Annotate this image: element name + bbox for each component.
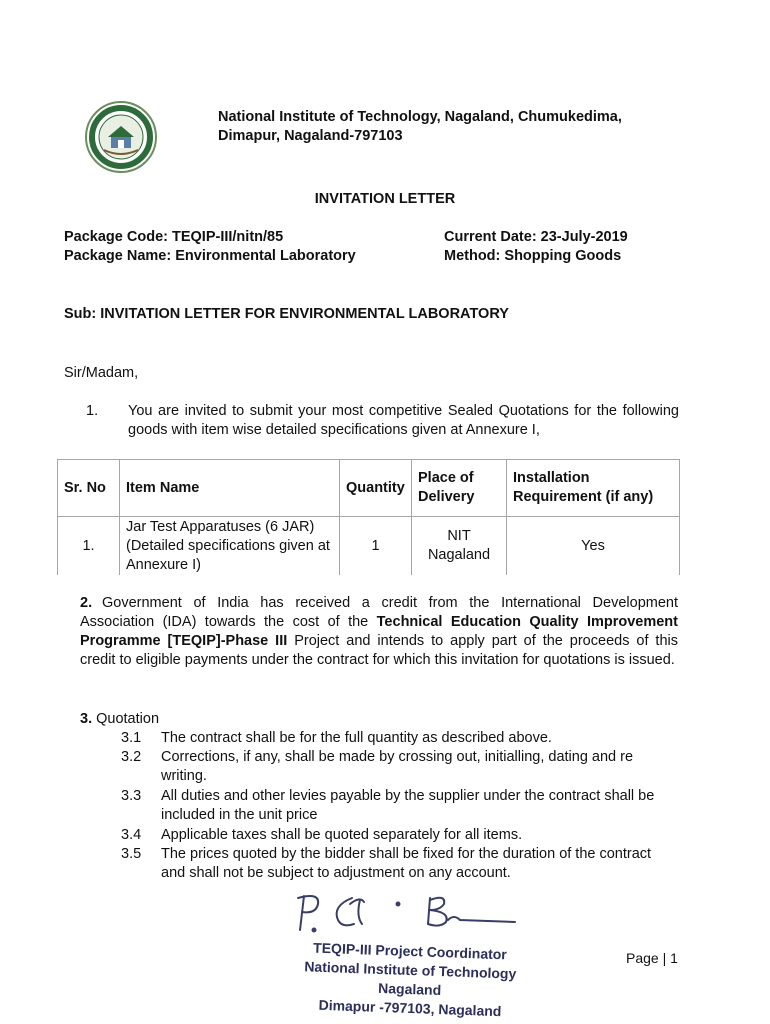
cell-item-name: Jar Test Apparatuses (6 JAR) (Detailed specifications given at Annexure I) [120,517,340,576]
clause-text: The prices quoted by the bidder shall be fixed for the duration of the contract and shall not be subject to adjustment on any account. [161,846,652,881]
clause-number: 3.5 [121,846,142,862]
para3-heading [80,710,159,729]
header-item-name: Item Name [120,460,340,517]
package-name: Package Name: Environmental Laboratory [64,248,356,264]
table-row [58,517,680,576]
cell-sr-no: 1. [58,517,120,576]
clause-number: 3.1 [121,730,142,746]
para1-number: 1. [86,403,99,419]
para2-text-before: Government of India has received a credit from the International Development Association (IDA) towards the cost of the [80,595,678,630]
table-header-row [58,460,680,517]
clause-number: 3.4 [121,827,142,843]
letterhead [218,108,698,146]
cell-quantity: 1 [340,517,412,576]
page-number: Page | 1 [626,950,678,966]
para2 [80,594,678,670]
institute-logo [84,100,158,174]
stamp-address: Dimapur -797103, Nagaland [318,996,502,1020]
institute-name: National Institute of Technology, Nagaland, Chumukedima, [218,109,622,125]
clause-number: 3.2 [121,749,142,765]
current-date: Current Date: 23-July-2019 [444,229,628,245]
salutation: Sir/Madam, [64,365,139,381]
letter-title: INVITATION LETTER [314,191,456,207]
handwritten-signature [290,890,520,940]
institute-address: Dimapur, Nagaland-797103 [218,128,403,144]
header-sr-no: Sr. No [58,460,120,517]
clause-text: All duties and other levies payable by the supplier under the contract shall be included in the unit price [161,788,655,823]
header-installation: Installation Requirement (if any) [507,460,680,517]
cell-installation: Yes [507,517,680,576]
cell-place: NIT Nagaland [412,517,507,576]
subject-line: Sub: INVITATION LETTER FOR ENVIRONMENTAL LABORATORY [64,306,509,322]
para2-number: 2. [80,595,93,611]
items-table [57,459,680,575]
official-stamp [280,939,540,1020]
package-info-left [64,228,356,266]
package-info-right [444,228,628,266]
header-quantity: Quantity [340,460,412,517]
clause-number: 3.3 [121,788,142,804]
stamp-designation: TEQIP-III Project Coordinator [312,939,508,963]
package-code: Package Code: TEQIP-III/nitn/85 [64,229,284,245]
clause-text: Corrections, if any, shall be made by crossing out, initialling, dating and re writing. [161,749,634,784]
header-place-of-delivery: Place of Delivery [412,460,507,517]
clause-text: The contract shall be for the full quantity as described above. [161,730,552,746]
stamp-institute: National Institute of Technology Nagaland [304,958,517,999]
clause-text: Applicable taxes shall be quoted separately for all items. [161,827,523,843]
procurement-method: Method: Shopping Goods [444,248,622,264]
para2-text-after: Project and intends to apply part of the proceeds of this credit to eligible payments under the contract for which this invitation for quotations is issued. [80,633,678,668]
para1-text: You are invited to submit your most competitive Sealed Quotations for the following goods with item wise detailed specifications given at Annexure I, [128,403,679,438]
para3-number: 3. [80,711,93,727]
para3-title: Quotation [96,711,160,727]
para2-programme-name: Technical Education Quality Improvement Programme [TEQIP]-Phase III [80,614,678,649]
